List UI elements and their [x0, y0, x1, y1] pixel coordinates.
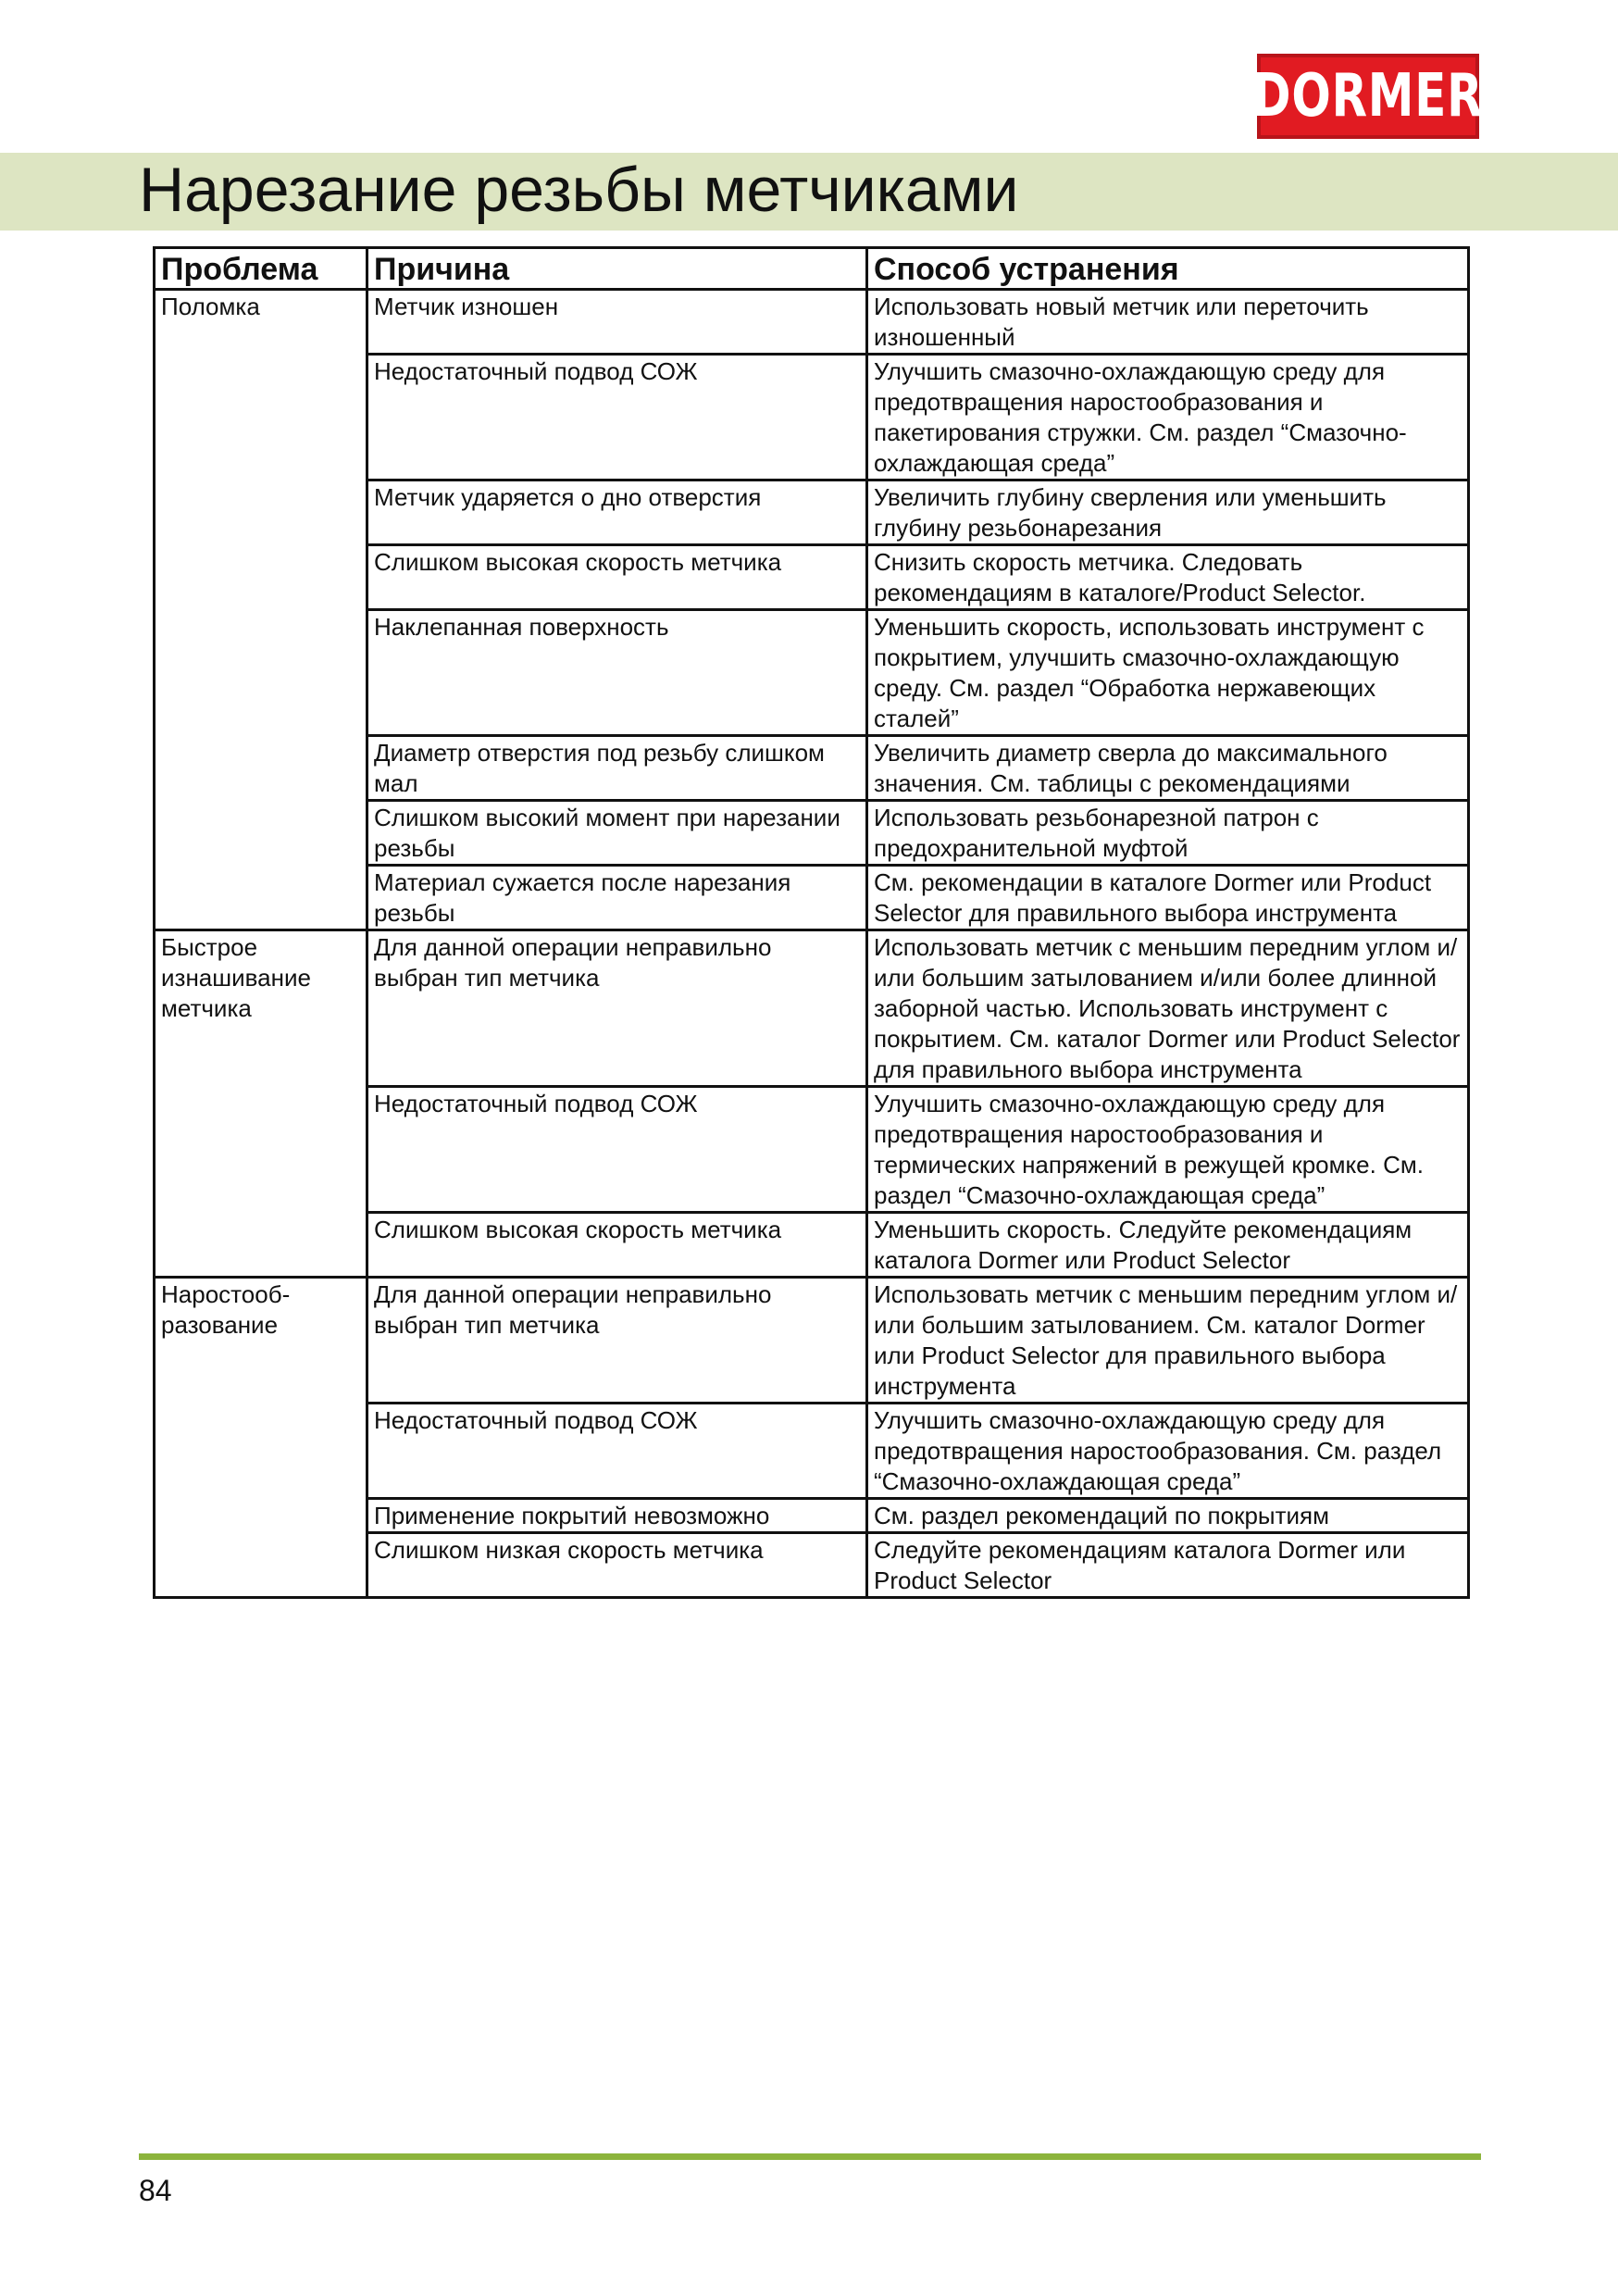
remedy-cell: Уменьшить скорость, использовать инструмент с покрытием, улучшить смазочно-охлаждающую среду. См. раздел “Обработка нержавеющих сталей”	[867, 610, 1469, 736]
cause-cell: Недостаточный подвод СОЖ	[367, 1087, 867, 1213]
cause-cell: Применение покрытий невозможно	[367, 1499, 867, 1533]
remedy-cell: Снизить скорость метчика. Следовать рекомендациям в каталоге/Product Selector.	[867, 545, 1469, 610]
page-title: Нарезание резьбы метчиками	[139, 155, 1019, 225]
table-row	[155, 1278, 1469, 1404]
remedy-cell: Улучшить смазочно-охлаждающую среду для предотвращения наростообразования и пакетирования стружки. См. раздел “Смазочно-охлаждающая среда”	[867, 355, 1469, 480]
problem-cell: Наростооб-разование	[155, 1278, 367, 1598]
table-row	[155, 290, 1469, 355]
remedy-cell: Увеличить диаметр сверла до максимального значения. См. таблицы с рекомендациями	[867, 736, 1469, 801]
cause-cell: Для данной операции неправильно выбран тип метчика	[367, 930, 867, 1087]
cause-cell: Материал сужается после нарезания резьбы	[367, 866, 867, 930]
page-number: 84	[139, 2174, 172, 2207]
dormer-logo	[1252, 54, 1484, 139]
remedy-cell: См. раздел рекомендаций по покрытиям	[867, 1499, 1469, 1533]
cause-cell: Метчик ударяется о дно отверстия	[367, 480, 867, 545]
cause-cell: Диаметр отверстия под резьбу слишком мал	[367, 736, 867, 801]
column-header-problem: Проблема	[155, 248, 367, 290]
cause-cell: Метчик изношен	[367, 290, 867, 355]
cause-cell: Слишком высокий момент при нарезании резьбы	[367, 801, 867, 866]
remedy-cell: См. рекомендации в каталоге Dormer или Product Selector для правильного выбора инструмента	[867, 866, 1469, 930]
remedy-cell: Использовать метчик с меньшим передним углом и/или большим затылованием и/или более длинной заборной частью. Использовать инструмент с покрытием. См. каталог Dormer или Product Selector для правильного выбора инструмента	[867, 930, 1469, 1087]
cause-cell: Слишком высокая скорость метчика	[367, 1213, 867, 1278]
problem-cell: Поломка	[155, 290, 367, 930]
table-header-row	[155, 248, 1469, 290]
remedy-cell: Использовать резьбонарезной патрон с предохранительной муфтой	[867, 801, 1469, 866]
cause-cell: Для данной операции неправильно выбран тип метчика	[367, 1278, 867, 1404]
cause-cell: Слишком высокая скорость метчика	[367, 545, 867, 610]
remedy-cell: Уменьшить скорость. Следуйте рекомендациям каталога Dormer или Product Selector	[867, 1213, 1469, 1278]
problem-cell: Быстрое изнашивание метчика	[155, 930, 367, 1278]
remedy-cell: Улучшить смазочно-охлаждающую среду для предотвращения наростообразования и термических напряжений в режущей кромке. См. раздел “Смазочно-охлаждающая среда”	[867, 1087, 1469, 1213]
footer-divider	[139, 2153, 1481, 2160]
troubleshooting-table	[153, 246, 1470, 1599]
table-row	[155, 930, 1469, 1087]
column-header-remedy: Способ устранения	[867, 248, 1469, 290]
cause-cell: Слишком низкая скорость метчика	[367, 1533, 867, 1598]
remedy-cell: Использовать метчик с меньшим передним углом и/или большим затылованием. См. каталог Dormer или Product Selector для правильного выбора инструмента	[867, 1278, 1469, 1404]
column-header-cause: Причина	[367, 248, 867, 290]
remedy-cell: Увеличить глубину сверления или уменьшить глубину резьбонарезания	[867, 480, 1469, 545]
cause-cell: Недостаточный подвод СОЖ	[367, 1404, 867, 1499]
cause-cell: Наклепанная поверхность	[367, 610, 867, 736]
remedy-cell: Использовать новый метчик или переточить изношенный	[867, 290, 1469, 355]
remedy-cell: Следуйте рекомендациям каталога Dormer или Product Selector	[867, 1533, 1469, 1598]
logo-text: DORMER	[1252, 62, 1484, 131]
cause-cell: Недостаточный подвод СОЖ	[367, 355, 867, 480]
remedy-cell: Улучшить смазочно-охлаждающую среду для предотвращения наростообразования. См. раздел “Смазочно-охлаждающая среда”	[867, 1404, 1469, 1499]
